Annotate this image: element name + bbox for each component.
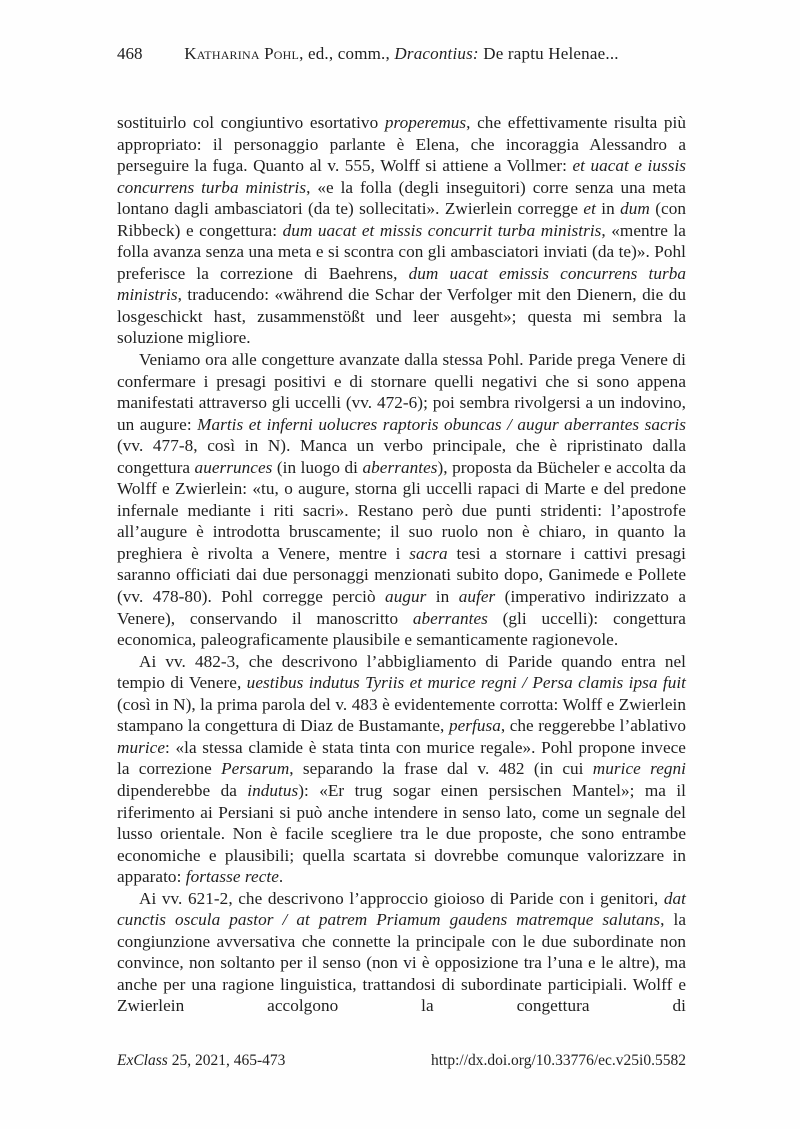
paragraph: Veniamo ora alle congetture avanzate dalla stessa Pohl. Paride prega Venere di confermare i presagi positivi e di stornare quelli negativi che si sono appena manifestati attraverso gli uccelli (vv. 472-6); poi sembra rivolgersi a un indovino, un augure: Martis et inferni uolucres raptoris obuncas / augur aberrantes sacris (vv. 477-8, così in N). Manca un verbo principale, che è ripristinato dalla congettura auerrunces (in luogo di aberrantes), proposta da Bücheler e accolta da Wolff e Zwierlein: «tu, o augure, storna gli uccelli rapaci di Marte e del predone infernale mediante i riti sacri». Restano però due punti stridenti: l’apostrofe all’augure è introdotta bruscamente; il suo ruolo non è chiaro, in quanto la preghiera è rivolta a Venere, mentre i sacra tesi a stornare i cattivi presagi saranno officiati dai due personaggi menzionati subito dopo, Ganimede e Pollete (vv. 478-80). Pohl corregge perciò augur in aufer (imperativo indirizzato a Venere), conservando il manoscritto aberrantes (gli uccelli): congettura economica, paleograficamente plausibile e semanticamente ragionevole. (117, 350, 687, 650)
paragraph: Ai vv. 482-3, che descrivono l’abbigliamento di Paride quando entra nel tempio di Venere, uestibus indutus Tyriis et murice regni / Persa clamis ipsa fuit (così in N), la prima parola del v. 483 è evidentemente corrotta: Wolff e Zwierlein stampano la congettura di Diaz de Bustamante, perfusa, che reggerebbe l’ablativo murice: «la stessa clamide è stata tinta con murice regale». Pohl propone invece la correzione Persarum, separando la frase dal v. 482 (in cui murice regni dipenderebbe da indutus): «Er trug sogar einen persischen Mantel»; ma il riferimento ai Persiani si può anche intendere in senso lato, come un segnale del lusso orientale. Non è facile scegliere tra le due proposte, che sono entrambe economiche e plausibili; quella scartata si dovrebbe comunque valorizzare in apparato: fortasse recte. (117, 651, 686, 887)
running-header (117, 44, 686, 64)
citation-detail: 25, 2021, 465-473 (167, 1052, 286, 1069)
body-text (117, 112, 686, 1017)
running-title (117, 44, 686, 64)
journal-name: ExClass (117, 1052, 168, 1069)
header-mid: , ed., comm., (299, 44, 395, 63)
running-footer (117, 1052, 686, 1070)
paragraph: sostituirlo col congiuntivo esortativo properemus, che effettivamente risulta più appropriato: il personaggio parlante è Elena, che incoraggia Alessandro a perseguire la fuga. Quanto al v. 555, Wolff si attiene a Vollmer: et uacat e iussis concurrens turba ministris, «e la folla (degli inseguitori) corre senza una meta lontano dagli ambasciatori (da te) sollecitati». Zwierlein corregge et in dum (con Ribbeck) e congettura: dum uacat et missis concurrit turba ministris, «mentre la folla avanza senza una meta e si scontra con gli ambasciatori inviati (da te)». Pohl preferisce la correzione di Baehrens, dum uacat emissis concurrens turba ministris, traducendo: «während die Schar der Verfolger mit den Dienern, die du losgeschickt hast, zusammenstößt und leer ausgeht»; questa mi sembra la soluzione migliore. (117, 113, 687, 348)
page-number: 468 (117, 44, 143, 63)
header-work-title: Dracontius: (394, 44, 479, 63)
header-rest: De raptu Helenae... (478, 44, 619, 63)
header-author: Katharina Pohl (184, 44, 300, 63)
doi-link[interactable]: http://dx.doi.org/10.33776/ec.v25i0.5582 (430, 1052, 686, 1069)
paragraph: Ai vv. 621-2, che descrivono l’approccio gioioso di Paride con i genitori, dat cunctis oscula pastor / at patrem Priamum gaudens matremque salutans, la congiunzione avversativa che connette la principale con le due subordinate non convince, non soltanto per il senso (non vi è opposizione tra l’una e le altre), ma anche per una ragione linguistica, trattandosi di subordinate participiali. Wolff e Zwierlein accolgono la congettura di (117, 888, 687, 1016)
journal-citation (117, 1052, 285, 1070)
